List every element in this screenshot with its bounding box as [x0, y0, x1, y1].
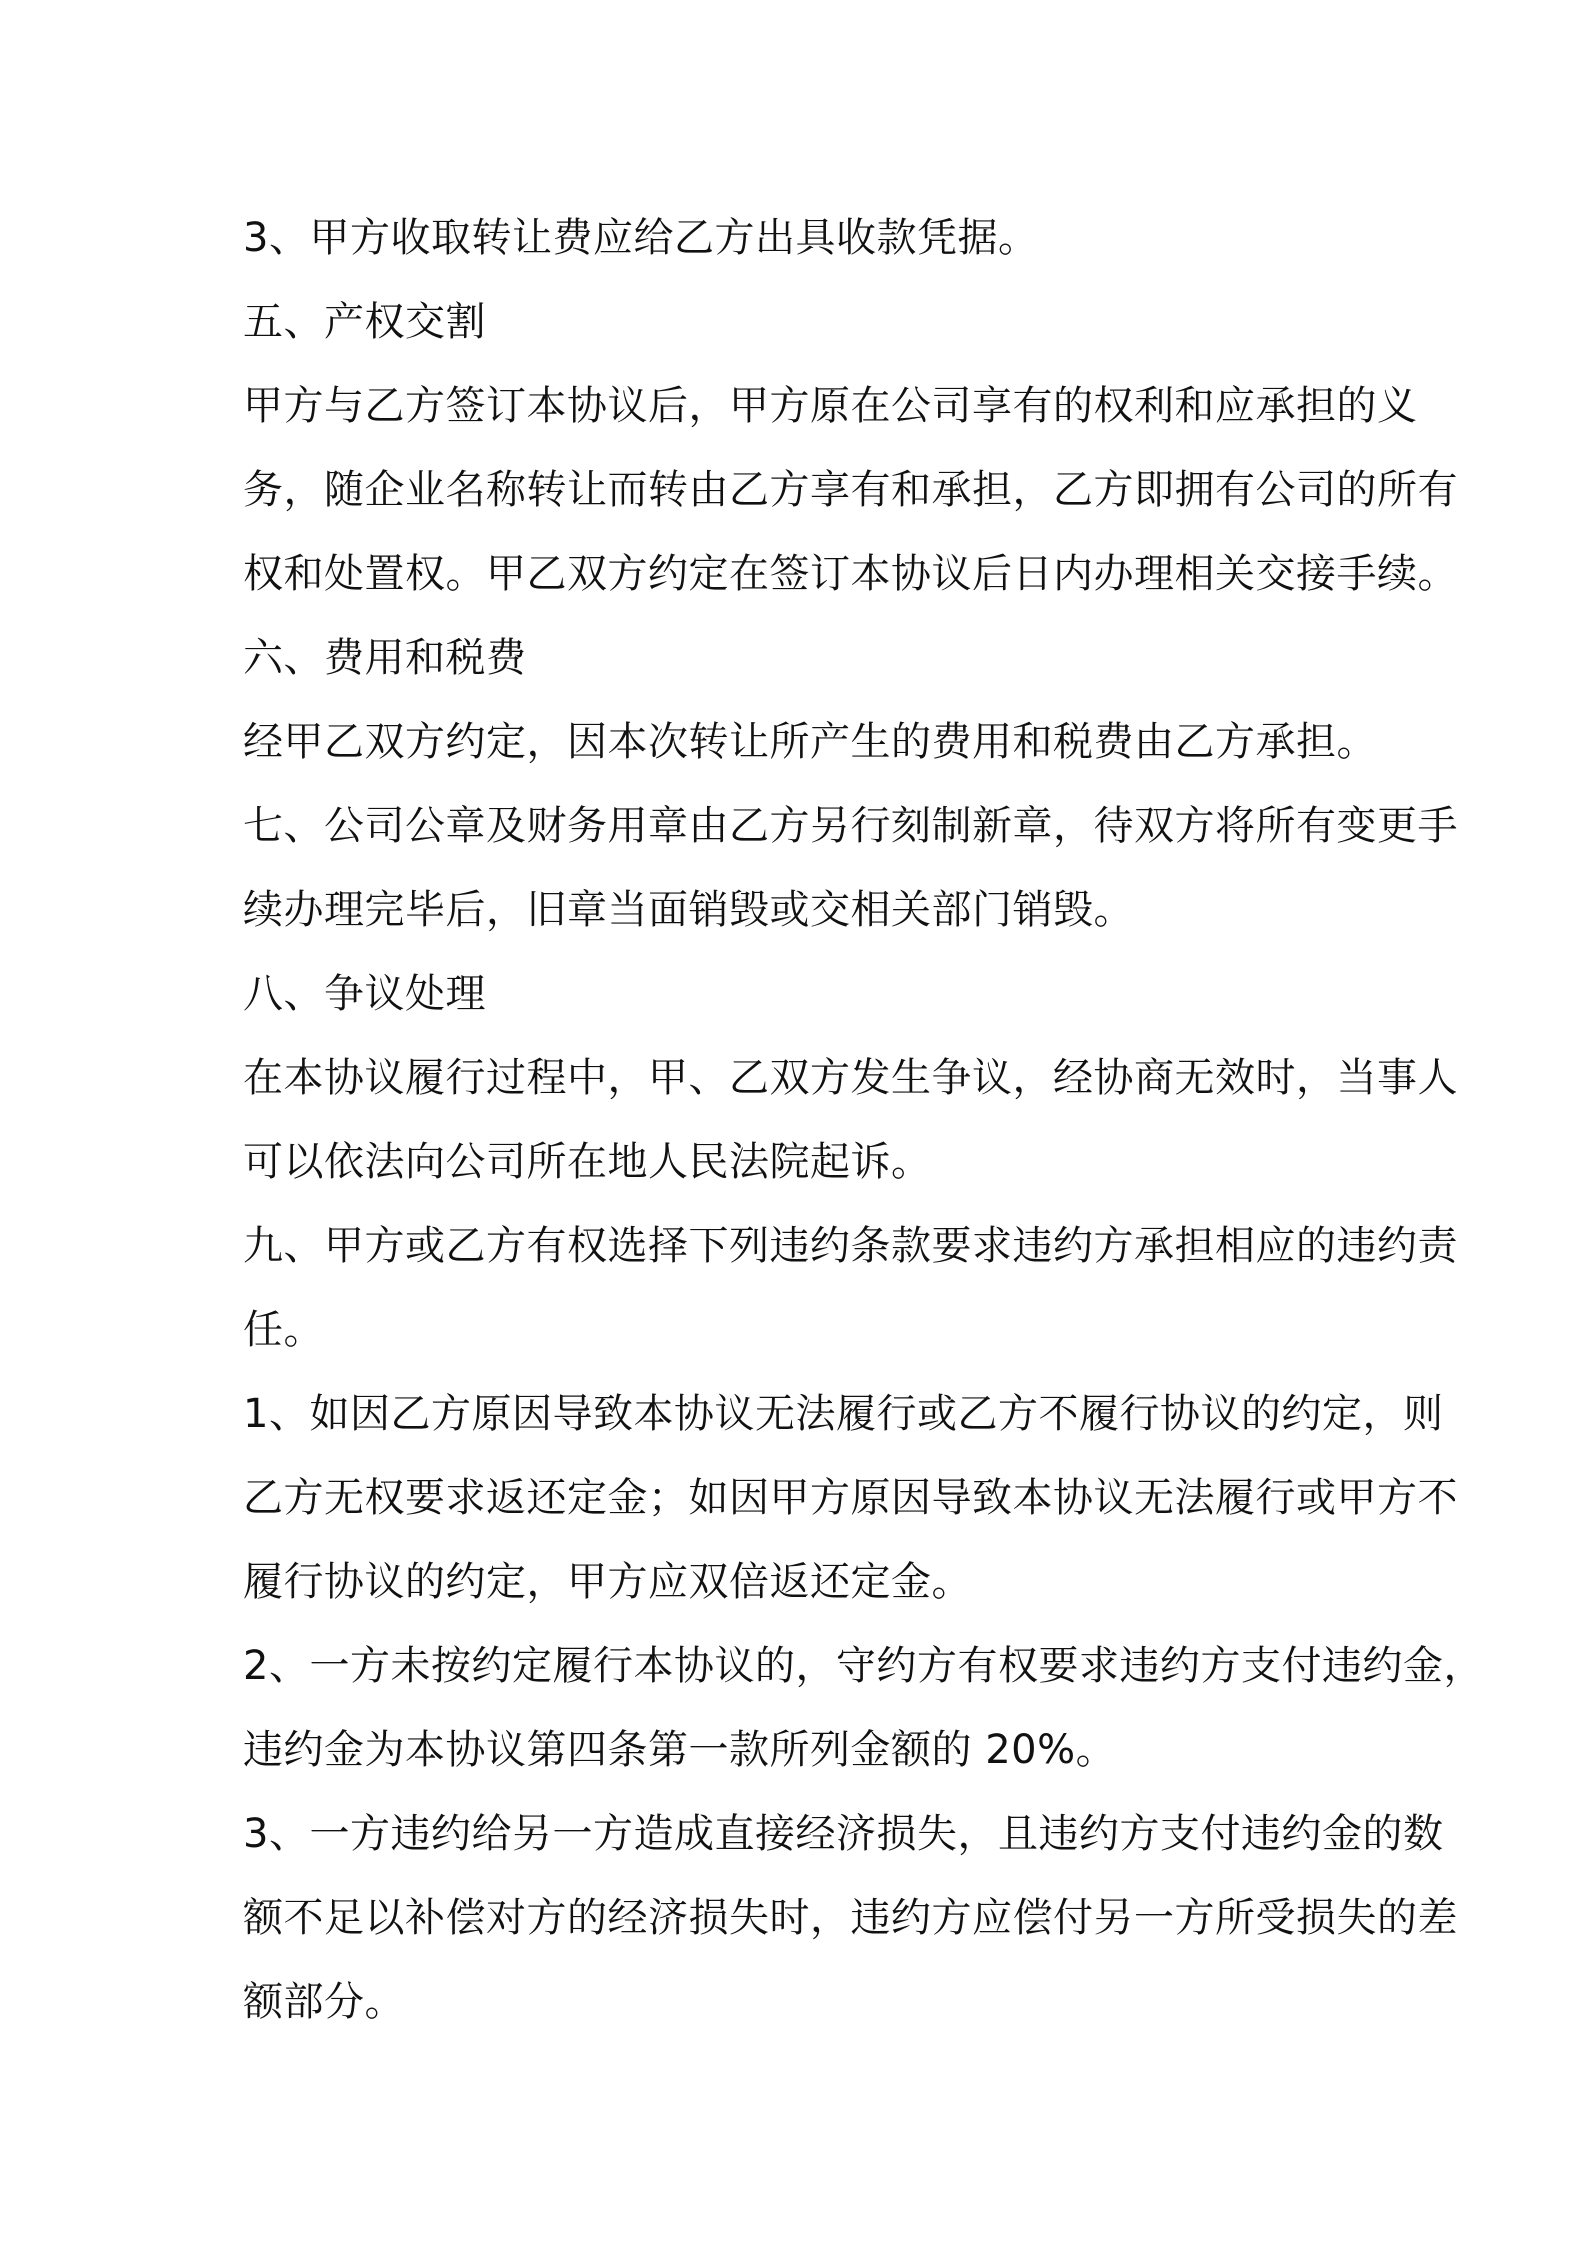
document-body	[243, 196, 1484, 2044]
text-line: 可以依法向公司所在地人民法院起诉。	[243, 1139, 932, 1185]
text-line: 经甲乙双方约定，因本次转让所产生的费用和税费由乙方承担。	[243, 719, 1377, 765]
text-line: 1、如因乙方原因导致本协议无法履行或乙方不履行协议的约定，则	[243, 1391, 1444, 1437]
text-line: 务，随企业名称转让而转由乙方享有和承担，乙方即拥有公司的所有	[243, 467, 1458, 513]
text-line: 甲方与乙方签订本协议后，甲方原在公司享有的权利和应承担的义	[243, 383, 1418, 429]
text-line: 任。	[243, 1307, 324, 1353]
text-line: 续办理完毕后，旧章当面销毁或交相关部门销毁。	[243, 887, 1134, 933]
text-line: 七、公司公章及财务用章由乙方另行刻制新章，待双方将所有变更手	[243, 803, 1458, 849]
text-line: 2、一方未按约定履行本协议的，守约方有权要求违约方支付违约金，	[243, 1643, 1484, 1689]
text-line: 履行协议的约定，甲方应双倍返还定金。	[243, 1559, 972, 1605]
text-line: 九、甲方或乙方有权选择下列违约条款要求违约方承担相应的违约责	[243, 1223, 1458, 1269]
text-line: 违约金为本协议第四条第一款所列金额的 20%。	[243, 1727, 1117, 1773]
section-heading: 八、争议处理	[243, 971, 486, 1017]
text-line: 权和处置权。甲乙双方约定在签订本协议后日内办理相关交接手续。	[243, 551, 1458, 597]
text-line: 3、甲方收取转让费应给乙方出具收款凭据。	[243, 215, 1039, 261]
section-heading: 六、费用和税费	[243, 635, 527, 681]
text-line: 额不足以补偿对方的经济损失时，违约方应偿付另一方所受损失的差	[243, 1895, 1458, 1941]
text-line: 在本协议履行过程中，甲、乙双方发生争议，经协商无效时，当事人	[243, 1055, 1458, 1101]
section-heading: 五、产权交割	[243, 299, 486, 345]
text-line: 乙方无权要求返还定金；如因甲方原因导致本协议无法履行或甲方不	[243, 1475, 1458, 1521]
text-line: 额部分。	[243, 1979, 405, 2025]
text-line: 3、一方违约给另一方造成直接经济损失，且违约方支付违约金的数	[243, 1811, 1444, 1857]
